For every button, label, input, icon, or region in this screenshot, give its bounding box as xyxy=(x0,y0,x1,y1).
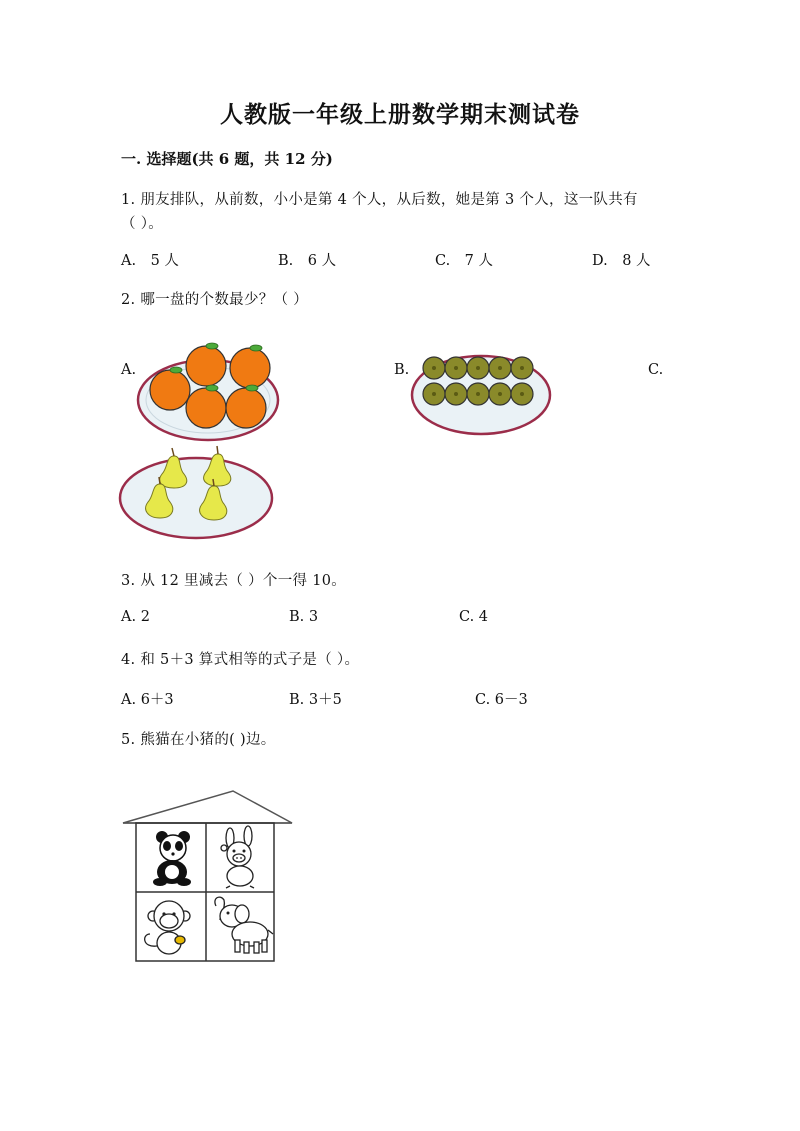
page-title: 人教版一年级上册数学期末测试卷 xyxy=(220,101,580,128)
q2-option-b: B. xyxy=(394,362,410,378)
panda-icon xyxy=(153,831,191,886)
question-1-text: 1. 朋友排队，从前数，小小是第 4 个人，从后数，她是第 3 个人，这一队共有 xyxy=(121,192,638,208)
q1-option-c: C. 7 人 xyxy=(435,253,494,269)
section-heading: 一. 选择题(共 6 题，共 12 分) xyxy=(121,150,333,168)
q4-option-b: B. 3＋5 xyxy=(289,692,342,708)
q2-option-c: C. xyxy=(648,362,664,378)
monkey-icon xyxy=(145,901,190,954)
q4-option-a: A. 6＋3 xyxy=(121,692,174,708)
q1-option-d: D. 8 人 xyxy=(592,253,651,269)
elephant-icon xyxy=(215,897,273,953)
q1-option-a: A. 5 人 xyxy=(121,253,179,269)
pears-plate-image xyxy=(118,442,274,540)
q3-option-a: A. 2 xyxy=(121,609,150,625)
oranges-plate-image xyxy=(136,338,281,443)
question-2-text: 2. 哪一盘的个数最少？（ ） xyxy=(121,292,309,308)
question-4-text: 4. 和 5＋3 算式相等的式子是（ ）。 xyxy=(121,652,360,668)
question-1-text-cont: （ ）。 xyxy=(121,216,164,232)
kiwis-plate-image xyxy=(410,350,552,436)
q4-option-c: C. 6－3 xyxy=(475,692,528,708)
q2-option-a: A. xyxy=(121,362,137,378)
q1-option-b: B. 6 人 xyxy=(278,253,337,269)
q3-option-b: B. 3 xyxy=(289,609,319,625)
q3-option-c: C. 4 xyxy=(459,609,489,625)
animal-house-image xyxy=(120,788,295,968)
question-3-text: 3. 从 12 里减去（ ）个一得 10。 xyxy=(121,573,347,589)
pig-icon xyxy=(221,826,254,888)
question-5-text: 5. 熊猫在小猪的( )边。 xyxy=(121,732,276,748)
